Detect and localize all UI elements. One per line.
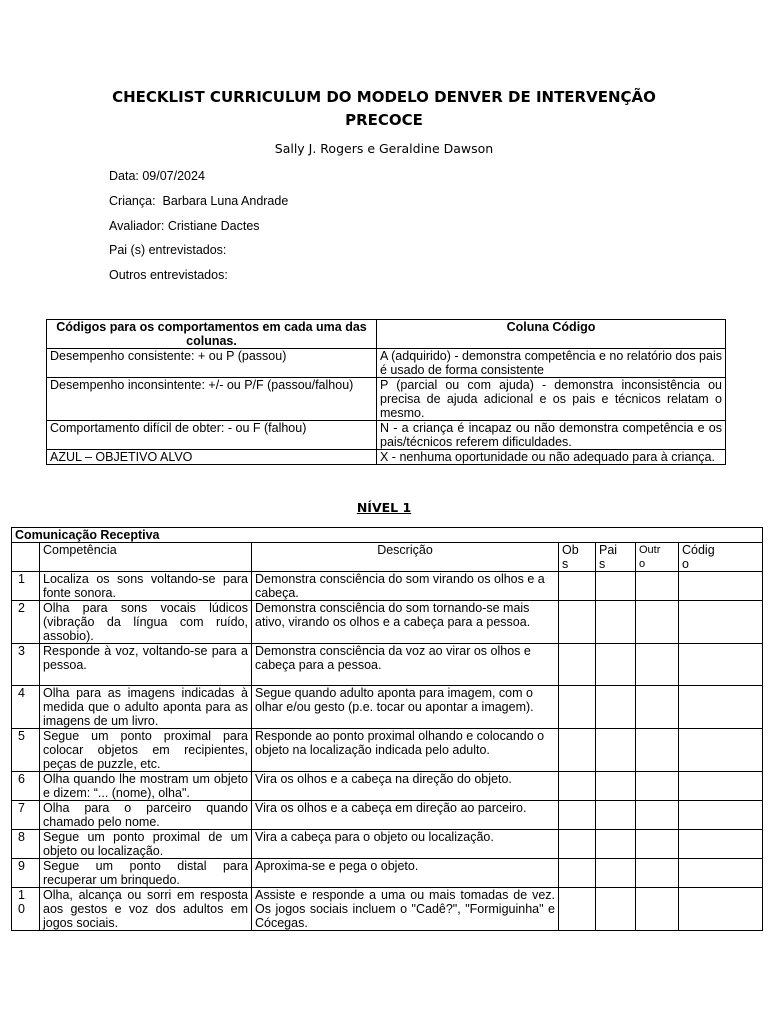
item-descricao: Segue quando adulto aponta para imagem, com o olhar e/ou gesto (p.e. tocar ou apontar a imagem). xyxy=(252,686,559,729)
cell-outro xyxy=(636,686,679,729)
item-competencia: Segue um ponto proximal de um objeto ou localização. xyxy=(40,830,252,859)
codes-header-left: Códigos para os comportamentos em cada uma das colunas. xyxy=(47,320,377,349)
header-obs-label: Obs xyxy=(562,543,579,571)
codes-left: Desempenho inconsintente: +/- ou P/F (passou/falhou) xyxy=(47,378,377,421)
cell-codigo xyxy=(679,686,763,729)
field-data: Data: 09/07/2024 xyxy=(109,169,205,183)
cell-obs xyxy=(559,772,596,801)
item-number: 4 xyxy=(12,686,40,729)
item-descricao: Assiste e responde a uma ou mais tomadas de vez. Os jogos sociais incluem o "Cadê?", "Formiguinha" e Cócegas. xyxy=(252,888,559,931)
table-row xyxy=(12,859,763,888)
table-row xyxy=(12,830,763,859)
level-title: NÍVEL 1 xyxy=(356,500,412,515)
document-title-line-2: PRECOCE xyxy=(345,111,423,129)
field-crianca: Criança: Barbara Luna Andrade xyxy=(109,194,289,208)
cell-codigo xyxy=(679,572,763,601)
cell-codigo xyxy=(679,859,763,888)
codes-header-right: Coluna Código xyxy=(377,320,726,349)
codes-left: Comportamento difícil de obter: - ou F (falhou) xyxy=(47,421,377,450)
item-descricao: Demonstra consciência do som tornando-se mais ativo, virando os olhos e a cabeça para a pessoa. xyxy=(252,601,559,644)
item-competencia: Olha para as imagens indicadas à medida que o adulto aponta para as imagens de um livro. xyxy=(40,686,252,729)
item-number xyxy=(12,888,40,931)
codes-right: P (parcial ou com ajuda) - demonstra inconsistência ou precisa de ajuda adicional e os pais e técnicos relatam o mesmo. xyxy=(377,378,726,421)
cell-pais xyxy=(596,801,636,830)
field-pais-entrevistados: Pai (s) entrevistados: xyxy=(109,243,227,257)
header-pais xyxy=(596,543,636,572)
authors: Sally J. Rogers e Geraldine Dawson xyxy=(274,141,494,156)
section-title: Comunicação Receptiva xyxy=(12,528,763,543)
cell-pais xyxy=(596,772,636,801)
item-descricao: Vira a cabeça para o objeto ou localização. xyxy=(252,830,559,859)
cell-codigo xyxy=(679,801,763,830)
item-competencia: Segue um ponto proximal para colocar objetos em recipientes, peças de puzzle, etc. xyxy=(40,729,252,772)
cell-obs xyxy=(559,572,596,601)
header-outro-label: Outro xyxy=(639,544,661,570)
cell-outro xyxy=(636,830,679,859)
codes-right: N - a criança é incapaz ou não demonstra competência e os pais/técnicos referem dificuldades. xyxy=(377,421,726,450)
cell-outro xyxy=(636,888,679,931)
item-number: 6 xyxy=(12,772,40,801)
codes-right: A (adquirido) - demonstra competência e no relatório dos pais é usado de forma consistente xyxy=(377,349,726,378)
cell-pais xyxy=(596,644,636,686)
item-number-label: 10 xyxy=(18,888,25,916)
codes-left: AZUL – OBJETIVO ALVO xyxy=(47,450,377,465)
header-codigo xyxy=(679,543,763,572)
cell-obs xyxy=(559,601,596,644)
cell-codigo xyxy=(679,644,763,686)
item-competencia: Olha para sons vocais lúdicos (vibração da língua com ruído, assobio). xyxy=(40,601,252,644)
table-row xyxy=(12,772,763,801)
codes-table xyxy=(46,319,726,465)
cell-codigo xyxy=(679,772,763,801)
field-outros-entrevistados: Outros entrevistados: xyxy=(109,268,228,282)
item-descricao: Demonstra consciência do som virando os olhos e a cabeça. xyxy=(252,572,559,601)
field-avaliador: Avaliador: Cristiane Dactes xyxy=(109,219,260,233)
item-descricao: Aproxima-se e pega o objeto. xyxy=(252,859,559,888)
cell-codigo xyxy=(679,830,763,859)
cell-outro xyxy=(636,801,679,830)
item-number: 5 xyxy=(12,729,40,772)
cell-obs xyxy=(559,801,596,830)
table-row xyxy=(12,644,763,686)
item-competencia: Olha quando lhe mostram um objeto e dizem: “... (nome), olha". xyxy=(40,772,252,801)
cell-outro xyxy=(636,572,679,601)
codes-right: X - nenhuma oportunidade ou não adequado para à criança. xyxy=(377,450,726,465)
item-competencia: Olha para o parceiro quando chamado pelo nome. xyxy=(40,801,252,830)
item-descricao: Demonstra consciência da voz ao virar os olhos e cabeça para a pessoa. xyxy=(252,644,559,686)
cell-obs xyxy=(559,830,596,859)
table-row xyxy=(12,729,763,772)
cell-pais xyxy=(596,729,636,772)
cell-outro xyxy=(636,729,679,772)
table-row xyxy=(12,601,763,644)
item-competencia: Segue um ponto distal para recuperar um brinquedo. xyxy=(40,859,252,888)
item-number: 8 xyxy=(12,830,40,859)
cell-outro xyxy=(636,644,679,686)
cell-pais xyxy=(596,686,636,729)
cell-obs xyxy=(559,729,596,772)
item-competencia: Olha, alcança ou sorri em resposta aos gestos e voz dos adultos em jogos sociais. xyxy=(40,888,252,931)
header-competencia: Competência xyxy=(40,543,252,572)
cell-obs xyxy=(559,859,596,888)
item-descricao: Vira os olhos e a cabeça em direção ao parceiro. xyxy=(252,801,559,830)
item-descricao: Responde ao ponto proximal olhando e colocando o objeto na localização indicada pelo adulto. xyxy=(252,729,559,772)
item-number: 2 xyxy=(12,601,40,644)
item-competencia: Localiza os sons voltando-se para fonte sonora. xyxy=(40,572,252,601)
table-row xyxy=(12,888,763,931)
item-number: 7 xyxy=(12,801,40,830)
item-number: 9 xyxy=(12,859,40,888)
item-descricao: Vira os olhos e a cabeça na direção do objeto. xyxy=(252,772,559,801)
table-row xyxy=(12,572,763,601)
cell-outro xyxy=(636,859,679,888)
cell-codigo xyxy=(679,729,763,772)
cell-outro xyxy=(636,601,679,644)
cell-pais xyxy=(596,859,636,888)
checklist-table xyxy=(11,527,763,931)
table-row xyxy=(12,801,763,830)
codes-left: Desempenho consistente: + ou P (passou) xyxy=(47,349,377,378)
table-row xyxy=(12,686,763,729)
header-pais-label: Pais xyxy=(599,543,618,571)
cell-obs xyxy=(559,888,596,931)
cell-pais xyxy=(596,830,636,859)
cell-codigo xyxy=(679,888,763,931)
cell-obs xyxy=(559,644,596,686)
cell-codigo xyxy=(679,601,763,644)
item-number: 1 xyxy=(12,572,40,601)
cell-pais xyxy=(596,572,636,601)
header-descricao: Descrição xyxy=(252,543,559,572)
document-title-line-1: CHECKLIST CURRICULUM DO MODELO DENVER DE INTERVENÇÃO xyxy=(112,88,656,106)
header-obs xyxy=(559,543,596,572)
item-number: 3 xyxy=(12,644,40,686)
header-num xyxy=(12,543,40,572)
item-competencia: Responde à voz, voltando-se para a pessoa. xyxy=(40,644,252,686)
cell-outro xyxy=(636,772,679,801)
header-outro xyxy=(636,543,679,572)
cell-pais xyxy=(596,888,636,931)
cell-pais xyxy=(596,601,636,644)
header-codigo-label: Código xyxy=(682,543,715,571)
cell-obs xyxy=(559,686,596,729)
